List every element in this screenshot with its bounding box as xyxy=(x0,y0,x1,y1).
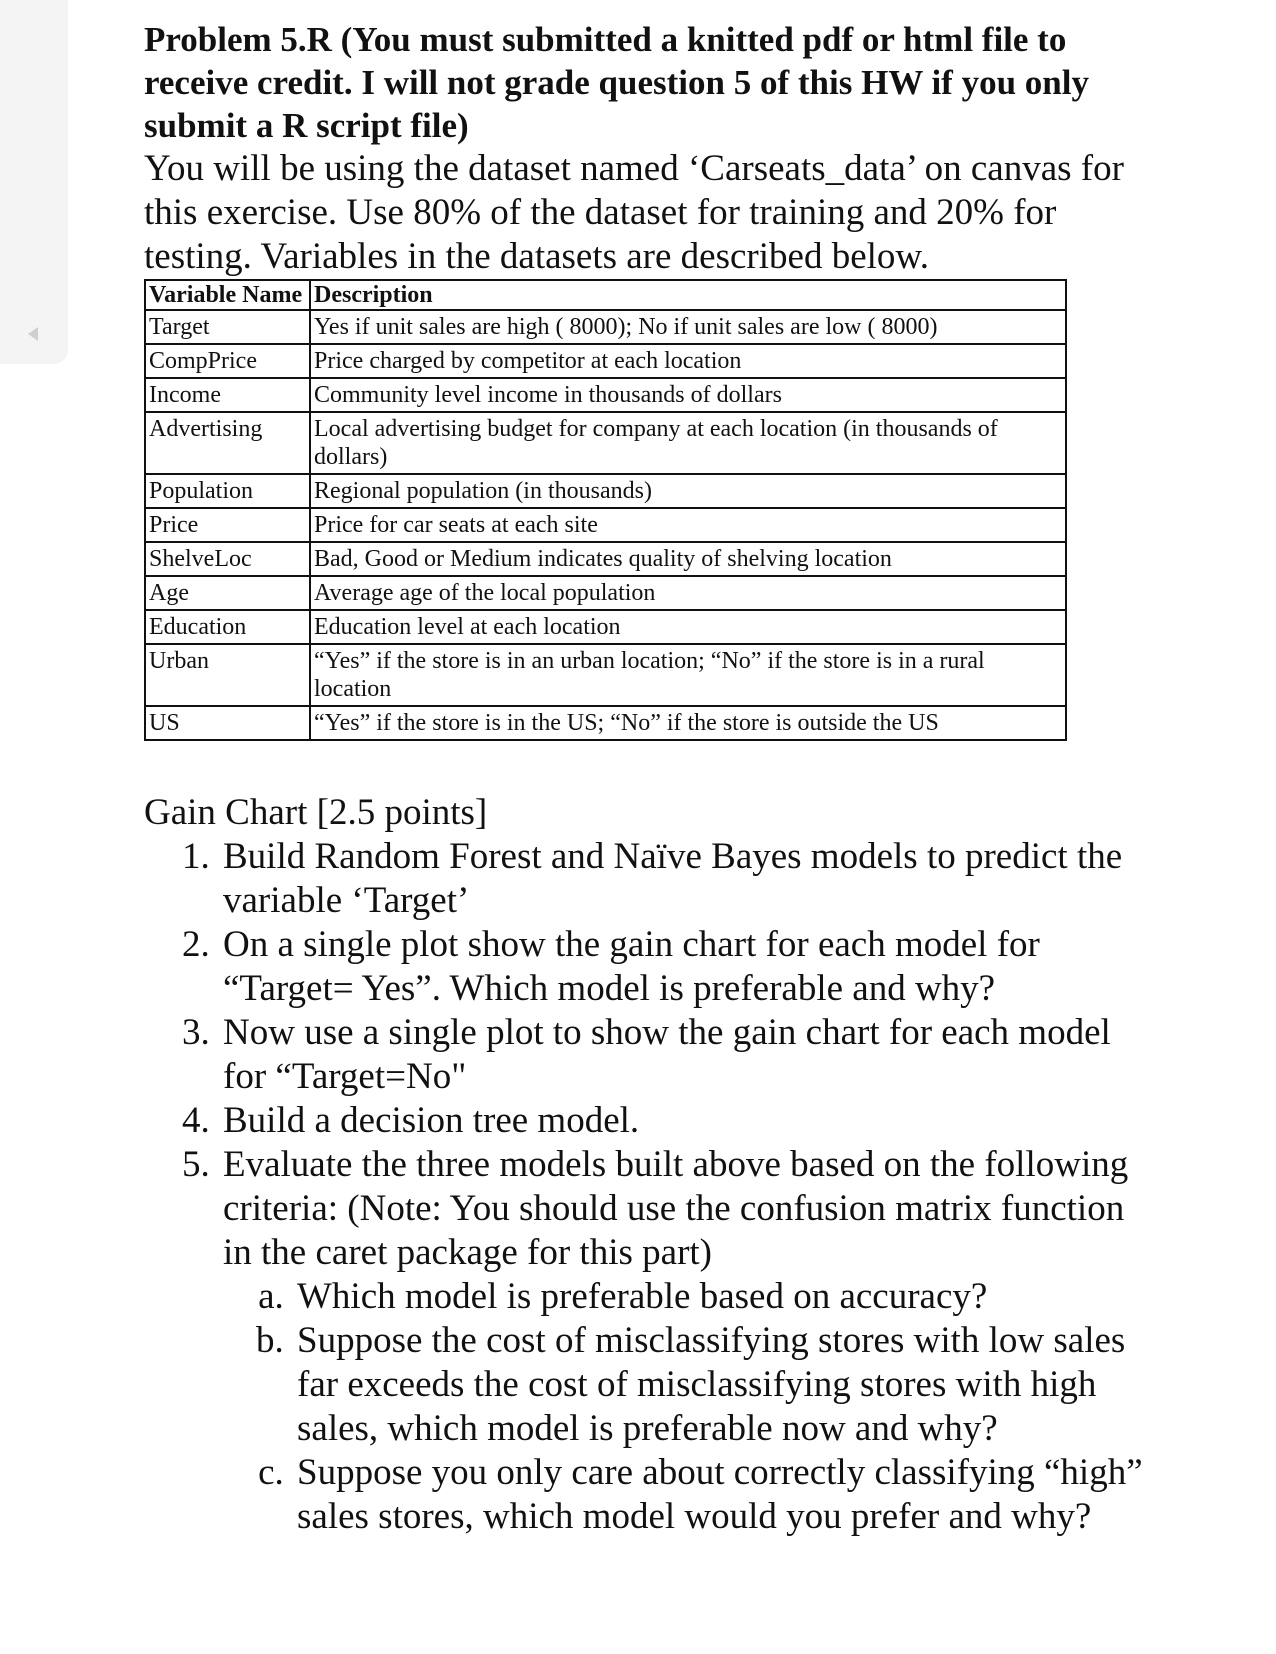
subquestion-item xyxy=(293,1319,1144,1451)
subquestion-text: Suppose you only care about correctly classifying “high” sales stores, which model would you prefer and why? xyxy=(297,1452,1143,1537)
table-row xyxy=(145,412,1066,474)
variable-name-cell: Urban xyxy=(145,644,310,706)
variable-description-cell: Price charged by competitor at each location xyxy=(310,344,1066,378)
side-scroll-tab[interactable] xyxy=(0,0,68,364)
variable-description-cell: Yes if unit sales are high ( 8000); No if unit sales are low ( 8000) xyxy=(310,310,1066,344)
question-item xyxy=(219,835,1144,923)
table-row xyxy=(145,378,1066,412)
question-item xyxy=(219,923,1144,1011)
variable-name-cell: Education xyxy=(145,610,310,644)
table-row xyxy=(145,576,1066,610)
question-list xyxy=(144,835,1144,1539)
table-row xyxy=(145,542,1066,576)
variable-description-cell: Bad, Good or Medium indicates quality of shelving location xyxy=(310,542,1066,576)
section-heading: Gain Chart [2.5 points] xyxy=(144,792,488,833)
subquestion-list xyxy=(223,1275,1144,1539)
table-row xyxy=(145,310,1066,344)
header-description: Description xyxy=(310,280,1066,310)
problem-title: Problem 5.R (You must submitted a knitted pdf or html file to receive credit. I will not grade question 5 of this HW if you only submit a R script file) xyxy=(144,20,1089,145)
question-text: Build Random Forest and Naïve Bayes models to predict the variable ‘Target’ xyxy=(223,836,1123,921)
subquestion-item xyxy=(293,1451,1144,1539)
question-item xyxy=(219,1099,1144,1143)
variable-description-cell: Community level income in thousands of dollars xyxy=(310,378,1066,412)
variable-description-cell: Education level at each location xyxy=(310,610,1066,644)
left-arrow-icon[interactable] xyxy=(28,327,38,341)
variable-description-cell: Average age of the local population xyxy=(310,576,1066,610)
table-row xyxy=(145,644,1066,706)
variable-name-cell: ShelveLoc xyxy=(145,542,310,576)
subquestion-text: Suppose the cost of misclassifying stores with low sales far exceeds the cost of misclassifying stores with high sales, which model is preferable now and why? xyxy=(297,1320,1126,1449)
question-item xyxy=(219,1011,1144,1099)
table-row xyxy=(145,474,1066,508)
subquestion-item xyxy=(293,1275,1144,1319)
variable-description-cell: “Yes” if the store is in the US; “No” if the store is outside the US xyxy=(310,706,1066,740)
variable-name-cell: Target xyxy=(145,310,310,344)
variable-name-cell: Price xyxy=(145,508,310,542)
variable-name-cell: Income xyxy=(145,378,310,412)
variable-description-cell: Price for car seats at each site xyxy=(310,508,1066,542)
question-text: Build a decision tree model. xyxy=(223,1100,640,1141)
table-row xyxy=(145,508,1066,542)
table-header-row xyxy=(145,280,1066,310)
variables-table xyxy=(144,279,1067,741)
variable-name-cell: Age xyxy=(145,576,310,610)
subquestion-text: Which model is preferable based on accuracy? xyxy=(297,1276,988,1317)
variable-name-cell: CompPrice xyxy=(145,344,310,378)
question-text: Now use a single plot to show the gain chart for each model for “Target=No" xyxy=(223,1012,1111,1097)
variable-description-cell: “Yes” if the store is in an urban location; “No” if the store is in a rural location xyxy=(310,644,1066,706)
variable-name-cell: Population xyxy=(145,474,310,508)
header-variable-name: Variable Name xyxy=(145,280,310,310)
table-row xyxy=(145,610,1066,644)
question-text: On a single plot show the gain chart for each model for “Target= Yes”. Which model is preferable and why? xyxy=(223,924,1040,1009)
variable-description-cell: Regional population (in thousands) xyxy=(310,474,1066,508)
table-row xyxy=(145,344,1066,378)
table-row xyxy=(145,706,1066,740)
document-content xyxy=(144,18,1144,1539)
question-text: Evaluate the three models built above based on the following criteria: (Note: You should use the confusion matrix function in the caret package for this part) xyxy=(223,1144,1129,1273)
intro-paragraph: You will be using the dataset named ‘Carseats_data’ on canvas for this exercise. Use 80% of the dataset for training and 20% for testing. Variables in the datasets are described below. xyxy=(144,148,1124,277)
variable-description-cell: Local advertising budget for company at each location (in thousands of dollars) xyxy=(310,412,1066,474)
question-item xyxy=(219,1143,1144,1539)
variable-name-cell: US xyxy=(145,706,310,740)
variable-name-cell: Advertising xyxy=(145,412,310,474)
